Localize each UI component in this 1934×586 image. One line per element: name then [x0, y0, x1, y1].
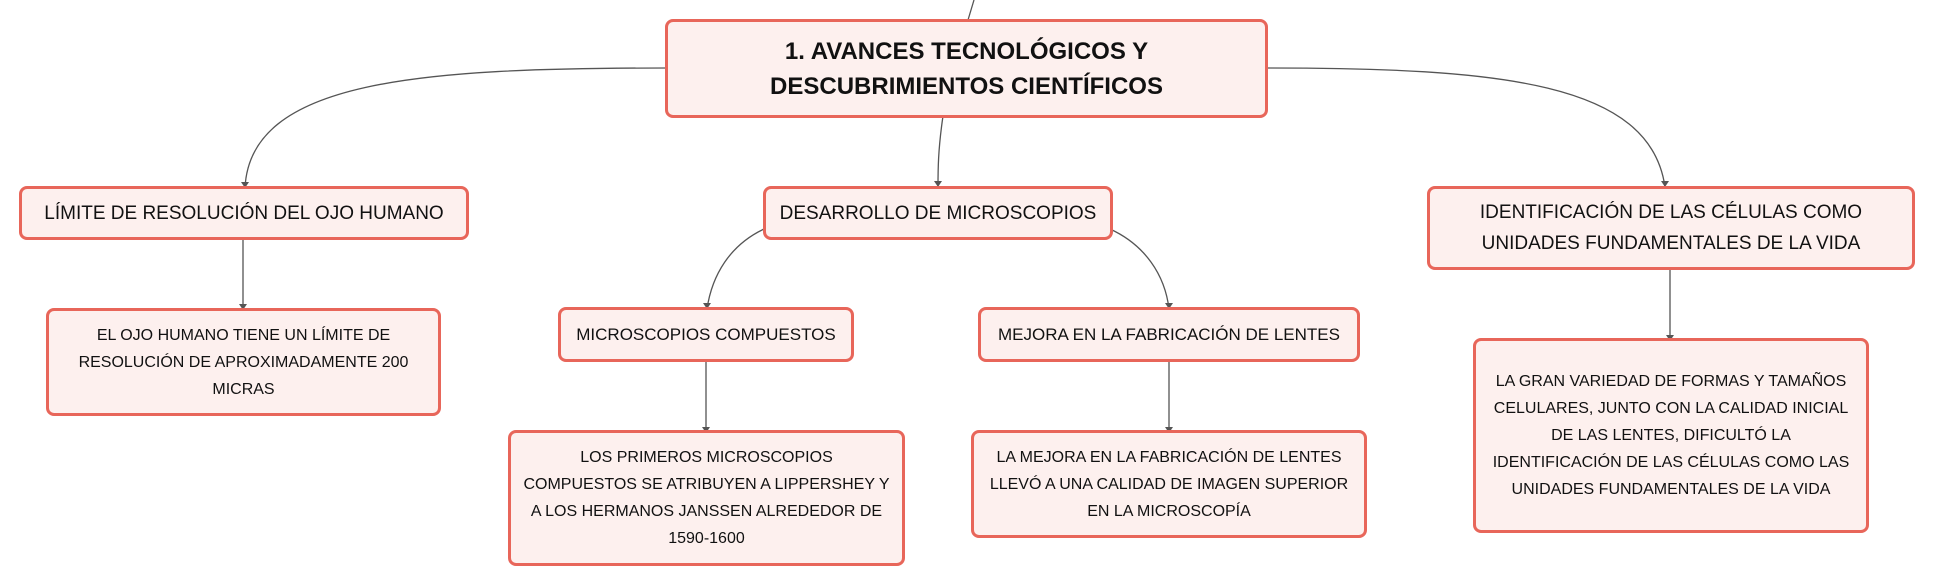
- node-mejora-lentes-label: MEJORA EN LA FABRICACIÓN DE LENTES: [998, 324, 1340, 344]
- root-node[interactable]: [665, 19, 1268, 118]
- node-limite-resolucion-label: LÍMITE DE RESOLUCIÓN DEL OJO HUMANO: [44, 202, 444, 224]
- edge-root-to-identificacion: [1266, 68, 1665, 187]
- edge-root-to-limite: [245, 68, 667, 188]
- node-lentes-detail[interactable]: [971, 430, 1367, 538]
- node-compuestos-detail[interactable]: [508, 430, 905, 566]
- node-microscopios-compuestos-label: MICROSCOPIOS COMPUESTOS: [576, 324, 836, 344]
- node-mejora-lentes[interactable]: [978, 307, 1360, 362]
- edge-root-to-desarrollo: [938, 116, 943, 187]
- node-compuestos-detail-label: LOS PRIMEROS MICROSCOPIOS COMPUESTOS SE ATRIBUYEN A LIPPERSHEY Y A LOS HERMANOS JANSSEN ALREDEDOR DE 1590-1600: [523, 449, 890, 547]
- node-lentes-detail-label: LA MEJORA EN LA FABRICACIÓN DE LENTES LLEVÓ A UNA CALIDAD DE IMAGEN SUPERIOR EN LA MICROSCOPÍA: [989, 448, 1349, 520]
- node-desarrollo-microscopios-label: DESARROLLO DE MICROSCOPIOS: [779, 202, 1097, 224]
- node-desarrollo-microscopios[interactable]: [763, 186, 1113, 240]
- node-limite-detail[interactable]: [46, 308, 441, 416]
- node-identificacion-celulas-label: IDENTIFICACIÓN DE LAS CÉLULAS COMO UNIDADES FUNDAMENTALES DE LA VIDA: [1479, 202, 1863, 254]
- node-identificacion-detail[interactable]: [1473, 338, 1869, 533]
- node-microscopios-compuestos[interactable]: [558, 307, 854, 362]
- node-limite-detail-label: EL OJO HUMANO TIENE UN LÍMITE DE RESOLUCIÓN DE APROXIMADAMENTE 200 MICRAS: [78, 326, 409, 398]
- node-limite-resolucion[interactable]: [19, 186, 469, 240]
- root-node-label: 1. AVANCES TECNOLÓGICOS Y DESCUBRIMIENTOS CIENTÍFICOS: [770, 37, 1163, 100]
- edge-top-incoming: [968, 0, 974, 20]
- node-identificacion-celulas[interactable]: [1427, 186, 1915, 270]
- node-identificacion-detail-label: LA GRAN VARIEDAD DE FORMAS Y TAMAÑOS CELULARES, JUNTO CON LA CALIDAD INICIAL DE LAS LENTES, DIFICULTÓ LA IDENTIFICACIÓN DE LAS CÉLULAS COMO LAS UNIDADES FUNDAMENTALES DE LA VIDA: [1492, 373, 1850, 498]
- edge-desarrollo-to-lentes: [1110, 229, 1169, 309]
- edge-desarrollo-to-compuestos: [707, 229, 764, 309]
